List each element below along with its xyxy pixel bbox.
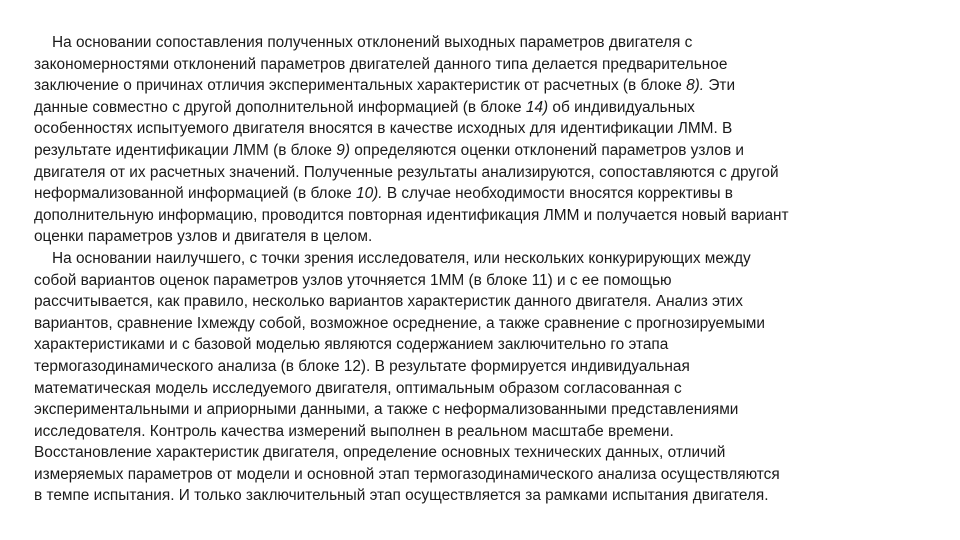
- block-reference: 10).: [356, 185, 383, 203]
- text-line: двигателя от их расчетных значений. Полученные результаты анализируются, сопоставляются с другой: [34, 163, 779, 181]
- document-body: [34, 32, 930, 507]
- text-line: оценки параметров узлов и двигателя в целом.: [34, 228, 373, 246]
- text-run: данные совместно с другой дополнительной информацией (в блоке: [34, 98, 526, 116]
- text-line: математическая модель исследуемого двигателя, оптимальным образом согласованная с: [34, 379, 682, 397]
- text-line: На основании сопоставления полученных отклонений выходных параметров двигателя с: [52, 34, 693, 51]
- paragraph-1: [34, 32, 930, 248]
- text-run: неформализованной информацией (в блоке: [34, 185, 357, 203]
- text-line: термогазодинамического анализа (в блоке 12). В результате формируется индивидуальная: [34, 357, 690, 375]
- text-line: [34, 140, 930, 162]
- text-line: Восстановление характеристик двигателя, определение основных технических данных, отличий: [34, 444, 726, 462]
- text-line: [34, 75, 930, 97]
- text-line: исследователя. Контроль качества измерений выполнен в реальном масштабе времени.: [34, 422, 674, 440]
- text-line: измеряемых параметров от модели и основной этап термогазодинамического анализа осуществляются: [34, 465, 780, 483]
- text-run: заключение о причинах отличия экспериментальных характеристик от расчетных (в блоке: [34, 77, 687, 95]
- text-run: результате идентификации ЛММ (в блоке: [34, 141, 337, 159]
- text-line: На основании наилучшего, с точки зрения исследователя, или нескольких конкурирующих между: [52, 249, 751, 267]
- paragraph-2: [34, 248, 930, 507]
- text-line: в темпе испытания. И только заключительный этап осуществляется за рамками испытания двигателя.: [34, 487, 769, 505]
- text-run: об индивидуальных: [548, 98, 695, 116]
- text-run: определяются оценки отклонений параметров узлов и: [349, 141, 745, 159]
- text-line: [34, 97, 930, 119]
- block-reference: 9): [336, 141, 350, 159]
- text-line: собой вариантов оценок параметров узлов уточняется 1ММ (в блоке 11) и с ее помощью: [34, 271, 672, 289]
- text-line: характеристиками и с базовой моделью являются содержанием заключительно го этапа: [34, 336, 669, 354]
- block-reference: 14): [525, 98, 549, 116]
- text-line: экспериментальными и априорными данными, а также с неформализованными представлениями: [34, 401, 739, 419]
- text-line: [34, 183, 930, 205]
- text-line: дополнительную информацию, проводится повторная идентификация ЛММ и получается новый вариант: [34, 206, 789, 224]
- text-run: Эти: [704, 77, 736, 95]
- text-line: особенностях испытуемого двигателя вносятся в качестве исходных для идентификации ЛММ. В: [34, 120, 733, 138]
- text-run: В случае необходимости вносятся коррективы в: [382, 185, 733, 203]
- text-line: закономерностями отклонений параметров двигателей данного типа делается предварительное: [34, 55, 728, 73]
- text-line: вариантов, сравнение Ixмежду собой, возможное осреднение, а также сравнение с прогнозируемыми: [34, 314, 765, 332]
- text-line: рассчитывается, как правило, несколько вариантов характеристик данного двигателя. Анализ этих: [34, 293, 743, 311]
- block-reference: 8).: [686, 77, 705, 95]
